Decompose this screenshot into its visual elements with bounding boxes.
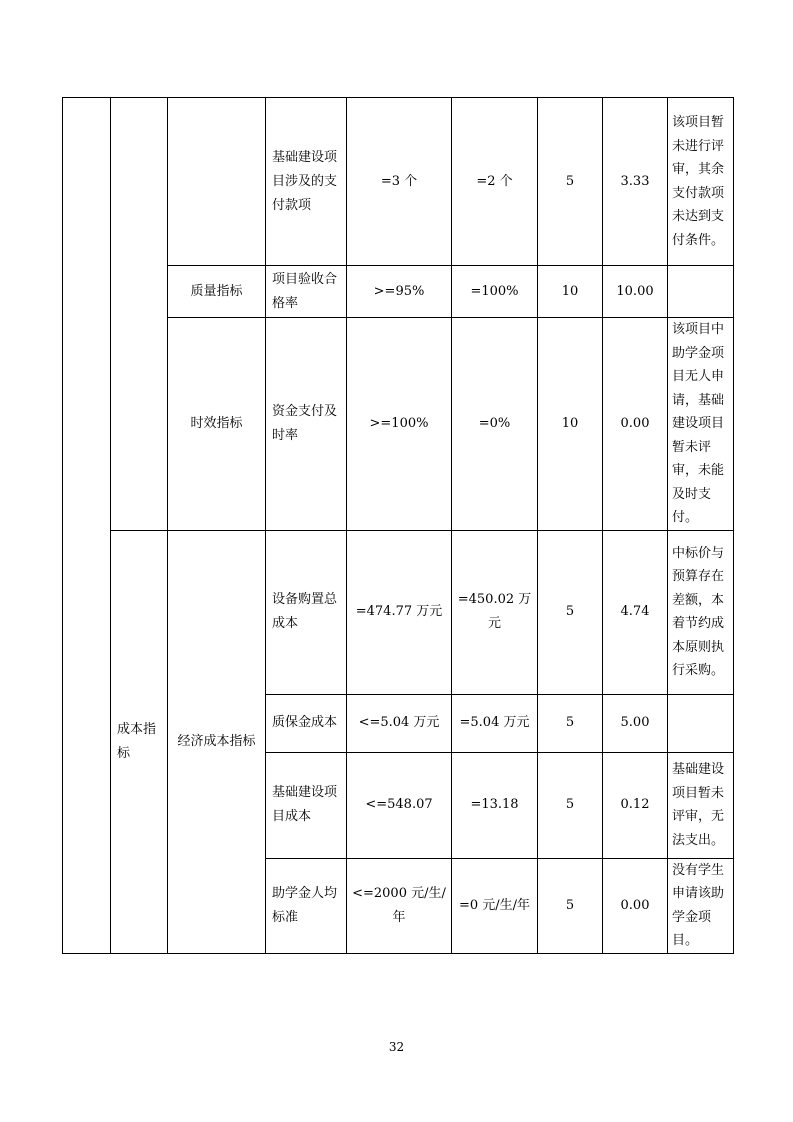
deviation-note: 中标价与预算存在差额，本着节约成本原则执行采购。 (668, 530, 734, 694)
weight-value: 5 (538, 858, 603, 953)
score-value: 5.00 (603, 694, 668, 752)
table-row (63, 530, 734, 694)
level3-indicator-cell: 经济成本指标 (168, 530, 266, 953)
actual-value: =2 个 (452, 98, 538, 266)
weight-value: 10 (538, 266, 603, 318)
target-value: =474.77 万元 (347, 530, 452, 694)
weight-value: 5 (538, 98, 603, 266)
deviation-note: 该项目中助学金项目无人申请，基础建设项目暂未评审，未能及时支付。 (668, 318, 734, 531)
indicator-name: 基础建设项目成本 (266, 752, 347, 858)
target-value: >=100% (347, 318, 452, 531)
score-value: 3.33 (603, 98, 668, 266)
deviation-note: 该项目暂未进行评审，其余支付款项未达到支付条件。 (668, 98, 734, 266)
indicator-name: 基础建设项目涉及的支付款项 (266, 98, 347, 266)
level1-indicator-cell (63, 98, 111, 954)
actual-value: =0% (452, 318, 538, 531)
deviation-note: 没有学生申请该助学金项目。 (668, 858, 734, 953)
level3-indicator-cell: 时效指标 (168, 318, 266, 531)
weight-value: 5 (538, 530, 603, 694)
indicator-name: 助学金人均标准 (266, 858, 347, 953)
deviation-note (668, 266, 734, 318)
indicator-name: 质保金成本 (266, 694, 347, 752)
performance-indicator-table (62, 97, 734, 954)
indicator-name: 项目验收合格率 (266, 266, 347, 318)
score-value: 0.00 (603, 858, 668, 953)
actual-value: =100% (452, 266, 538, 318)
target-value: <=5.04 万元 (347, 694, 452, 752)
target-value: =3 个 (347, 98, 452, 266)
actual-value: =0 元/生/年 (452, 858, 538, 953)
target-value: <=548.07 (347, 752, 452, 858)
deviation-note (668, 694, 734, 752)
score-value: 0.00 (603, 318, 668, 531)
level3-indicator-cell (168, 98, 266, 266)
table-row (63, 98, 734, 266)
level3-indicator-cell: 质量指标 (168, 266, 266, 318)
weight-value: 10 (538, 318, 603, 531)
weight-value: 5 (538, 694, 603, 752)
actual-value: =450.02 万元 (452, 530, 538, 694)
actual-value: =5.04 万元 (452, 694, 538, 752)
actual-value: =13.18 (452, 752, 538, 858)
level2-indicator-cell: 成本指标 (111, 530, 168, 953)
deviation-note: 基础建设项目暂未评审，无法支出。 (668, 752, 734, 858)
target-value: <=2000 元/生/年 (347, 858, 452, 953)
indicator-name: 资金支付及时率 (266, 318, 347, 531)
score-value: 0.12 (603, 752, 668, 858)
page-number: 32 (388, 1040, 405, 1054)
score-value: 10.00 (603, 266, 668, 318)
weight-value: 5 (538, 752, 603, 858)
level2-indicator-cell (111, 98, 168, 531)
score-value: 4.74 (603, 530, 668, 694)
indicator-name: 设备购置总成本 (266, 530, 347, 694)
target-value: >=95% (347, 266, 452, 318)
